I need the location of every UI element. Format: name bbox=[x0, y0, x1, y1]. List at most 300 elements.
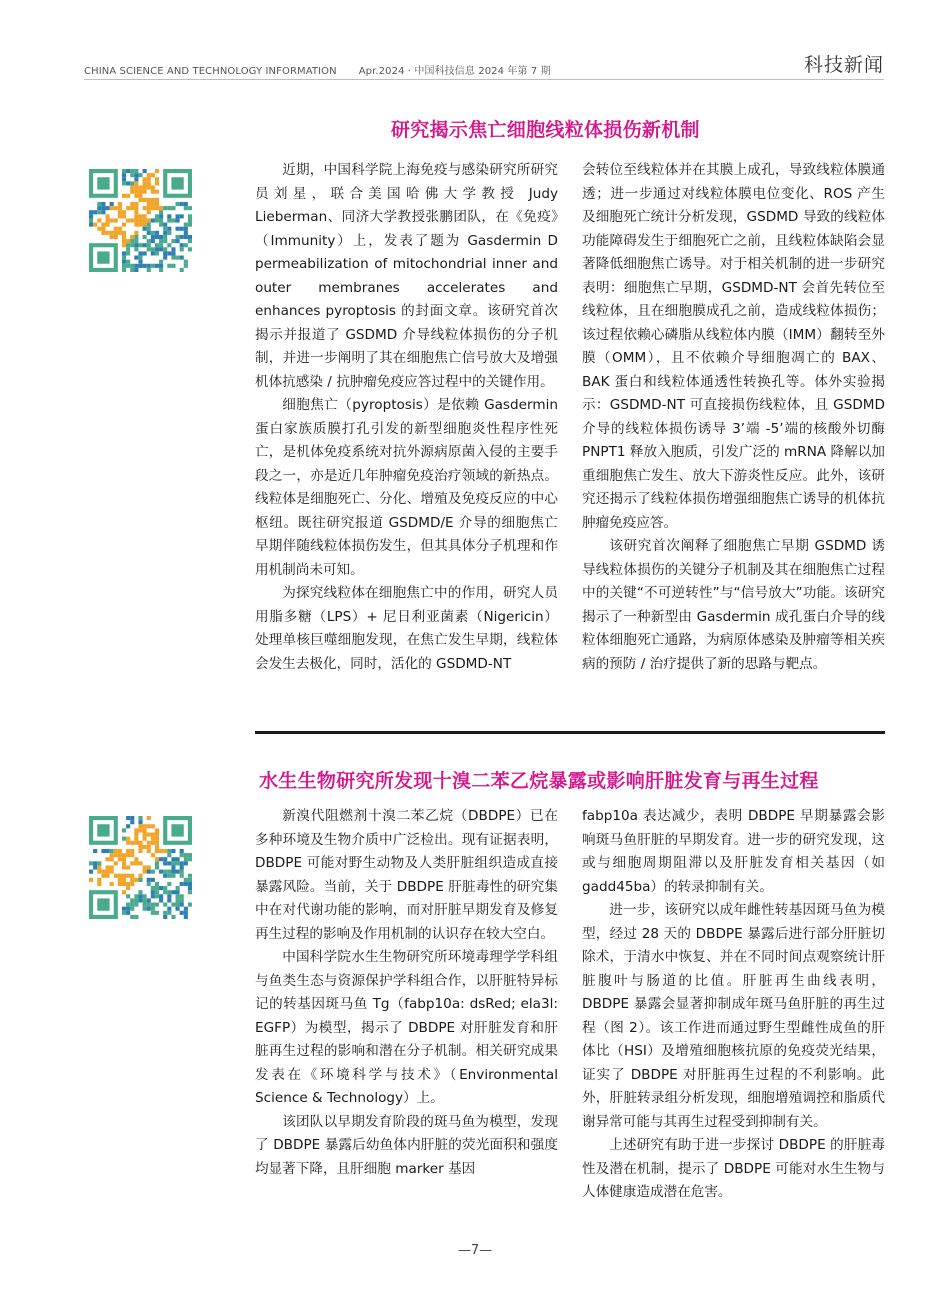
qr-module bbox=[110, 218, 114, 222]
qr-module bbox=[151, 202, 155, 206]
qr-module bbox=[171, 890, 175, 894]
qr-module bbox=[126, 816, 130, 820]
qr-module bbox=[151, 853, 155, 857]
qr-module bbox=[101, 223, 105, 227]
qr-module bbox=[176, 202, 180, 206]
qr-finder-pattern bbox=[97, 177, 109, 189]
qr-module bbox=[184, 882, 188, 886]
qr-module bbox=[171, 264, 175, 268]
qr-module bbox=[134, 243, 138, 247]
qr-module bbox=[151, 218, 155, 222]
qr-module bbox=[171, 239, 175, 243]
qr-module bbox=[105, 865, 109, 869]
qr-module bbox=[122, 173, 126, 177]
qr-module bbox=[180, 235, 184, 239]
qr-module bbox=[138, 898, 142, 902]
qr-module bbox=[151, 185, 155, 189]
qr-module bbox=[167, 911, 171, 915]
qr-module bbox=[138, 223, 142, 227]
qr-module bbox=[188, 903, 192, 907]
qr-module bbox=[147, 239, 151, 243]
qr-module bbox=[188, 223, 192, 227]
qr-module bbox=[130, 816, 134, 820]
qr-module bbox=[159, 239, 163, 243]
qr-module bbox=[143, 190, 147, 194]
qr-module bbox=[167, 227, 171, 231]
qr-module bbox=[101, 231, 105, 235]
qr-module bbox=[134, 264, 138, 268]
qr-module bbox=[138, 194, 142, 198]
qr-module bbox=[171, 915, 175, 919]
qr-module bbox=[126, 247, 130, 251]
qr-module bbox=[180, 243, 184, 247]
qr-module bbox=[110, 853, 114, 857]
qr-module bbox=[143, 264, 147, 268]
qr-module bbox=[126, 264, 130, 268]
qr-module bbox=[159, 857, 163, 861]
qr-module bbox=[110, 849, 114, 853]
qr-module bbox=[155, 251, 159, 255]
qr-module bbox=[176, 235, 180, 239]
qr-module bbox=[134, 190, 138, 194]
qr-module bbox=[163, 870, 167, 874]
qr-module bbox=[147, 173, 151, 177]
qr-module bbox=[110, 206, 114, 210]
qr-module bbox=[97, 865, 101, 869]
qr-module bbox=[184, 857, 188, 861]
qr-module bbox=[143, 218, 147, 222]
qr-module bbox=[101, 870, 105, 874]
qr-module bbox=[126, 849, 130, 853]
qr-module bbox=[163, 256, 167, 260]
qr-module bbox=[147, 206, 151, 210]
qr-module bbox=[155, 231, 159, 235]
qr-module bbox=[159, 264, 163, 268]
qr-module bbox=[180, 853, 184, 857]
qr-module bbox=[147, 181, 151, 185]
qr-module bbox=[155, 882, 159, 886]
qr-finder-pattern bbox=[171, 824, 183, 836]
qr-module bbox=[167, 206, 171, 210]
qr-module bbox=[130, 243, 134, 247]
qr-module bbox=[180, 882, 184, 886]
qr-module bbox=[188, 853, 192, 857]
qr-module bbox=[151, 878, 155, 882]
qr-module bbox=[143, 198, 147, 202]
qr-module bbox=[143, 832, 147, 836]
qr-module bbox=[93, 849, 97, 853]
qr-module bbox=[180, 874, 184, 878]
qr-module bbox=[130, 853, 134, 857]
qr-module bbox=[122, 260, 126, 264]
qr-module bbox=[167, 861, 171, 865]
qr-module bbox=[171, 251, 175, 255]
qr-module bbox=[155, 235, 159, 239]
qr-module bbox=[147, 907, 151, 911]
qr-module bbox=[122, 210, 126, 214]
qr-module bbox=[134, 169, 138, 173]
qr-module bbox=[101, 206, 105, 210]
qr-module bbox=[130, 907, 134, 911]
qr-module bbox=[130, 239, 134, 243]
paragraph: 细胞焦亡（pyroptosis）是依赖 Gasdermin 蛋白家族质膜打孔引发的新型细胞炎性程序性死亡，是机体免疫系统对抗外源病原菌入侵的主要手段之一，亦是近几年肿瘤免疫治疗领域的新热点。线粒体是细胞死亡、分化、增殖及免疫反应的中心枢纽。既往研究报道 GSDMD/E 介导的细胞焦亡早期伴随线粒体损伤发生，但其具体分子机理和作用机制尚未可知。 bbox=[255, 397, 558, 578]
qr-module bbox=[147, 878, 151, 882]
qr-module bbox=[138, 890, 142, 894]
qr-module bbox=[138, 874, 142, 878]
qr-module bbox=[159, 870, 163, 874]
qr-module bbox=[163, 235, 167, 239]
qr-module bbox=[184, 206, 188, 210]
qr-module bbox=[105, 857, 109, 861]
qr-module bbox=[184, 264, 188, 268]
qr-module bbox=[134, 214, 138, 218]
qr-module bbox=[176, 239, 180, 243]
qr-module bbox=[134, 247, 138, 251]
qr-module bbox=[188, 882, 192, 886]
qr-module bbox=[147, 898, 151, 902]
qr-module bbox=[163, 857, 167, 861]
qr-module bbox=[126, 194, 130, 198]
qr-module bbox=[180, 894, 184, 898]
qr-module bbox=[126, 894, 130, 898]
qr-module bbox=[176, 861, 180, 865]
qr-module bbox=[114, 206, 118, 210]
qr-module bbox=[130, 861, 134, 865]
qr-module bbox=[134, 235, 138, 239]
qr-module bbox=[151, 231, 155, 235]
qr-module bbox=[147, 243, 151, 247]
qr-module bbox=[155, 894, 159, 898]
qr-module bbox=[147, 223, 151, 227]
qr-module bbox=[101, 849, 105, 853]
qr-module bbox=[176, 870, 180, 874]
qr-module bbox=[176, 894, 180, 898]
qr-module bbox=[180, 911, 184, 915]
qr-module bbox=[118, 849, 122, 853]
qr-module bbox=[167, 853, 171, 857]
qr-module bbox=[159, 247, 163, 251]
qr-module bbox=[155, 214, 159, 218]
qr-module bbox=[138, 894, 142, 898]
qr-module bbox=[138, 845, 142, 849]
qr-module bbox=[147, 841, 151, 845]
qr-module bbox=[110, 231, 114, 235]
qr-module bbox=[147, 870, 151, 874]
qr-module bbox=[110, 865, 114, 869]
qr-module bbox=[130, 218, 134, 222]
qr-module bbox=[151, 841, 155, 845]
qr-module bbox=[188, 239, 192, 243]
qr-module bbox=[176, 256, 180, 260]
qr-module bbox=[159, 260, 163, 264]
qr-module bbox=[134, 202, 138, 206]
qr-module bbox=[147, 816, 151, 820]
qr-module bbox=[184, 853, 188, 857]
qr-module bbox=[105, 206, 109, 210]
qr-module bbox=[138, 243, 142, 247]
qr-module bbox=[155, 206, 159, 210]
qr-module bbox=[134, 181, 138, 185]
qr-module bbox=[143, 251, 147, 255]
qr-module bbox=[138, 820, 142, 824]
qr-module bbox=[167, 849, 171, 853]
qr-module bbox=[176, 898, 180, 902]
qr-module bbox=[171, 865, 175, 869]
qr-module bbox=[143, 235, 147, 239]
qr-module bbox=[122, 857, 126, 861]
qr-module bbox=[151, 239, 155, 243]
qr-module bbox=[151, 903, 155, 907]
qr-module bbox=[155, 247, 159, 251]
qr-module bbox=[159, 214, 163, 218]
qr-module bbox=[147, 903, 151, 907]
qr-finder-pattern bbox=[97, 251, 109, 263]
qr-module bbox=[180, 861, 184, 865]
qr-module bbox=[134, 218, 138, 222]
qr-module bbox=[176, 907, 180, 911]
qr-module bbox=[122, 235, 126, 239]
journal-header bbox=[84, 62, 551, 77]
qr-module bbox=[126, 882, 130, 886]
qr-module bbox=[167, 894, 171, 898]
qr-module bbox=[134, 898, 138, 902]
qr-module bbox=[130, 898, 134, 902]
qr-module bbox=[155, 264, 159, 268]
qr-module bbox=[97, 870, 101, 874]
qr-module bbox=[130, 882, 134, 886]
qr-module bbox=[167, 251, 171, 255]
qr-module bbox=[89, 210, 93, 214]
qr-module bbox=[138, 841, 142, 845]
qr-module bbox=[155, 886, 159, 890]
qr-module bbox=[138, 878, 142, 882]
qr-module bbox=[176, 890, 180, 894]
qr-module bbox=[163, 206, 167, 210]
qr-module bbox=[118, 853, 122, 857]
qr-module bbox=[138, 816, 142, 820]
qr-module bbox=[130, 849, 134, 853]
qr-module bbox=[122, 223, 126, 227]
qr-module bbox=[105, 231, 109, 235]
qr-module bbox=[122, 853, 126, 857]
qr-module bbox=[130, 874, 134, 878]
qr-module bbox=[114, 853, 118, 857]
qr-module bbox=[89, 870, 93, 874]
qr-module bbox=[122, 865, 126, 869]
qr-module bbox=[151, 235, 155, 239]
qr-module bbox=[105, 214, 109, 218]
qr-module bbox=[118, 227, 122, 231]
qr-module bbox=[138, 214, 142, 218]
qr-module bbox=[188, 206, 192, 210]
qr-module bbox=[118, 231, 122, 235]
qr-module bbox=[134, 832, 138, 836]
qr-module bbox=[167, 882, 171, 886]
qr-finder-pattern bbox=[97, 824, 109, 836]
qr-module bbox=[114, 231, 118, 235]
qr-module bbox=[97, 861, 101, 865]
qr-module bbox=[143, 824, 147, 828]
qr-module bbox=[143, 907, 147, 911]
qr-module bbox=[138, 173, 142, 177]
qr-module bbox=[126, 903, 130, 907]
qr-module bbox=[126, 206, 130, 210]
qr-module bbox=[163, 849, 167, 853]
qr-module bbox=[184, 202, 188, 206]
paragraph: 上述研究有助于进一步探讨 DBDPE 的肝脏毒性及潜在机制，提示了 DBDPE 可能对水生生物与人体健康造成潜在危害。 bbox=[582, 1137, 885, 1200]
qr-module bbox=[122, 243, 126, 247]
qr-module bbox=[180, 268, 184, 272]
qr-module bbox=[118, 857, 122, 861]
qr-module bbox=[126, 218, 130, 222]
qr-module bbox=[134, 841, 138, 845]
qr-module bbox=[126, 907, 130, 911]
qr-module bbox=[143, 185, 147, 189]
qr-module bbox=[122, 177, 126, 181]
qr-module bbox=[167, 264, 171, 268]
qr-module bbox=[134, 177, 138, 181]
qr-module bbox=[159, 210, 163, 214]
qr-module bbox=[122, 878, 126, 882]
article-2-title: 水生生物研究所发现十溴二苯乙烷暴露或影响肝脏发育与再生过程 bbox=[259, 770, 819, 792]
qr-module bbox=[118, 202, 122, 206]
qr-module bbox=[184, 911, 188, 915]
qr-module bbox=[147, 865, 151, 869]
qr-module bbox=[147, 882, 151, 886]
qr-module bbox=[176, 857, 180, 861]
qr-module bbox=[97, 227, 101, 231]
qr-module bbox=[138, 251, 142, 255]
qr-module bbox=[101, 227, 105, 231]
qr-module bbox=[188, 878, 192, 882]
qr-module bbox=[130, 268, 134, 272]
qr-module bbox=[163, 886, 167, 890]
qr-module bbox=[89, 223, 93, 227]
qr-module bbox=[163, 231, 167, 235]
qr-module bbox=[155, 832, 159, 836]
article-1-column-right bbox=[582, 159, 885, 676]
qr-module bbox=[89, 861, 93, 865]
qr-finder-pattern bbox=[97, 898, 109, 910]
qr-module bbox=[138, 824, 142, 828]
paragraph: 进一步，该研究以成年雌性转基因斑马鱼为模型，经过 28 天的 DBDPE 暴露后进行部分肝脏切除术，于清水中恢复、并在不同时间点观察统计肝脏腹叶与肠道的比值。肝脏再生曲线表明，DBDPE 暴露会显著抑制成年斑马鱼肝脏的再生过程（图 2）。该工作进而通过野生型雌性成鱼的肝体比（HSI）及增殖细胞核抗原的免疫荧光结果，证实了 DBDPE 对肝脏再生过程的不利影响。此外，肝脏转录组分析发现，细胞增殖调控和脂质代谢异常可能与其再生过程受到抑制有关。 bbox=[582, 902, 885, 1130]
qr-module bbox=[159, 235, 163, 239]
qr-module bbox=[155, 911, 159, 915]
qr-module bbox=[184, 260, 188, 264]
qr-code-icon bbox=[89, 169, 192, 272]
qr-module bbox=[184, 227, 188, 231]
qr-module bbox=[122, 169, 126, 173]
qr-module bbox=[184, 231, 188, 235]
qr-module bbox=[126, 874, 130, 878]
qr-module bbox=[171, 857, 175, 861]
qr-module bbox=[97, 210, 101, 214]
qr-module bbox=[184, 915, 188, 919]
qr-module bbox=[130, 878, 134, 882]
qr-module bbox=[130, 903, 134, 907]
qr-module bbox=[134, 915, 138, 919]
qr-module bbox=[159, 206, 163, 210]
qr-module bbox=[126, 251, 130, 255]
qr-module bbox=[143, 214, 147, 218]
qr-module bbox=[110, 202, 114, 206]
issue-info: Apr.2024 · 中国科技信息 2024 年第 7 期 bbox=[358, 66, 551, 77]
qr-module bbox=[155, 903, 159, 907]
qr-module bbox=[130, 841, 134, 845]
qr-module bbox=[134, 857, 138, 861]
qr-module bbox=[171, 903, 175, 907]
qr-module bbox=[122, 239, 126, 243]
qr-module bbox=[97, 878, 101, 882]
qr-module bbox=[147, 268, 151, 272]
qr-module bbox=[180, 898, 184, 902]
qr-module bbox=[155, 849, 159, 853]
article-1-title: 研究揭示焦亡细胞线粒体损伤新机制 bbox=[391, 119, 700, 141]
qr-module bbox=[147, 227, 151, 231]
qr-module bbox=[147, 824, 151, 828]
qr-module bbox=[126, 886, 130, 890]
qr-module bbox=[188, 214, 192, 218]
paragraph: 该研究首次阐释了细胞焦亡早期 GSDMD 诱导线粒体损伤的关键分子机制及其在细胞焦亡过程中的关键“不可逆转性”与“信号放大”功能。该研究揭示了一种新型由 Gasdermin 成孔蛋白介导的线粒体细胞死亡通路，为病原体感染及肿瘤等相关疾病的预防 / 治疗提供了新的思路与靶点。 bbox=[582, 538, 885, 672]
qr-module bbox=[118, 206, 122, 210]
qr-module bbox=[138, 260, 142, 264]
qr-module bbox=[130, 264, 134, 268]
qr-module bbox=[122, 194, 126, 198]
qr-module bbox=[126, 181, 130, 185]
qr-module bbox=[147, 264, 151, 268]
qr-module bbox=[122, 882, 126, 886]
qr-module bbox=[97, 206, 101, 210]
qr-module bbox=[134, 256, 138, 260]
qr-finder-pattern bbox=[171, 177, 183, 189]
qr-module bbox=[159, 886, 163, 890]
qr-module bbox=[143, 837, 147, 841]
qr-module bbox=[89, 214, 93, 218]
qr-module bbox=[134, 185, 138, 189]
qr-module bbox=[118, 878, 122, 882]
qr-module bbox=[134, 223, 138, 227]
qr-module bbox=[101, 874, 105, 878]
qr-module bbox=[155, 828, 159, 832]
qr-module bbox=[180, 903, 184, 907]
qr-module bbox=[130, 173, 134, 177]
qr-module bbox=[163, 223, 167, 227]
qr-module bbox=[151, 190, 155, 194]
qr-module bbox=[163, 861, 167, 865]
article-2-column-right bbox=[582, 805, 885, 1205]
qr-module bbox=[147, 185, 151, 189]
qr-module bbox=[151, 894, 155, 898]
qr-module bbox=[130, 915, 134, 919]
qr-module bbox=[151, 247, 155, 251]
qr-module bbox=[134, 268, 138, 272]
qr-module bbox=[155, 845, 159, 849]
qr-module bbox=[163, 239, 167, 243]
qr-module bbox=[126, 853, 130, 857]
qr-module bbox=[171, 218, 175, 222]
qr-module bbox=[167, 231, 171, 235]
qr-module bbox=[122, 828, 126, 832]
qr-module bbox=[163, 915, 167, 919]
qr-module bbox=[155, 837, 159, 841]
qr-module bbox=[114, 227, 118, 231]
qr-module bbox=[122, 890, 126, 894]
qr-module bbox=[163, 247, 167, 251]
qr-module bbox=[184, 223, 188, 227]
qr-module bbox=[126, 243, 130, 247]
qr-module bbox=[89, 218, 93, 222]
page-number: —7— bbox=[457, 1243, 493, 1258]
